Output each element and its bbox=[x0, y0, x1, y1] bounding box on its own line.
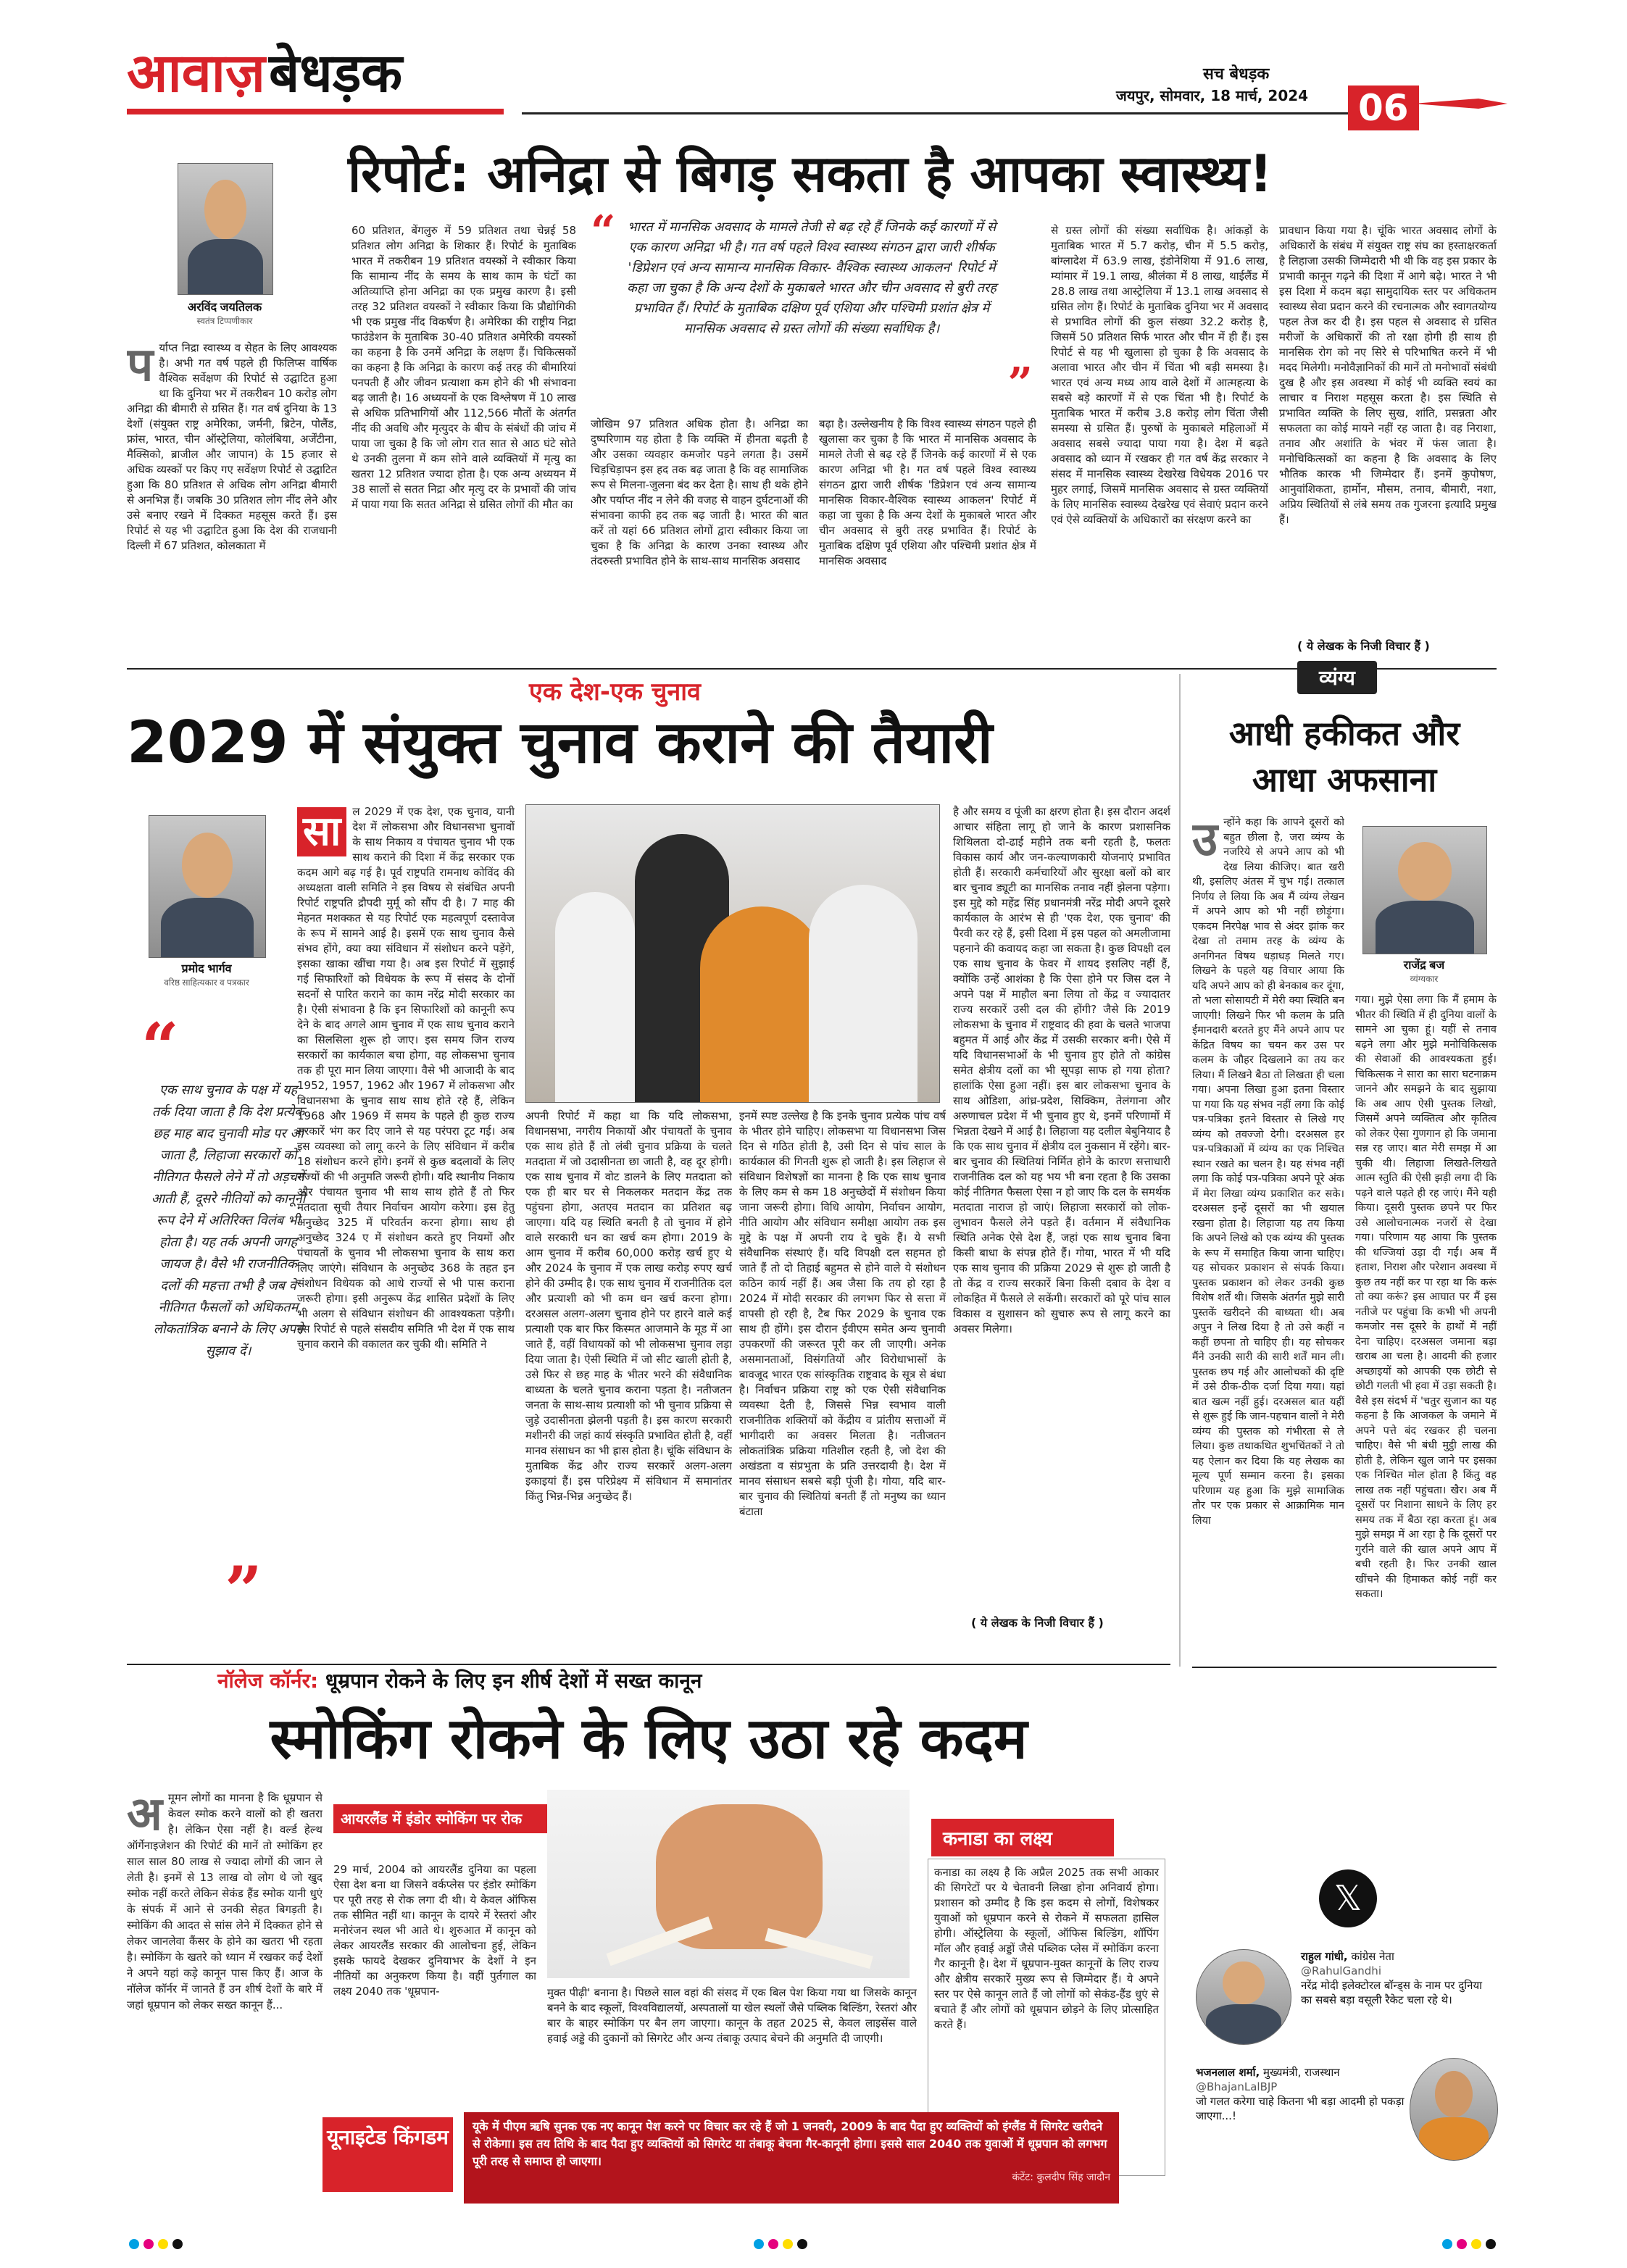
avatar-rahul bbox=[1196, 1949, 1291, 2045]
close-quote-icon: ” bbox=[1007, 359, 1033, 409]
author-name: राजेंद्र बज bbox=[1403, 959, 1445, 972]
smoking-kicker bbox=[217, 1667, 702, 1694]
election-col-3: इनमें स्पष्ट उल्लेख है कि इनके चुनाव प्रत्येक पांच वर्ष के भीतर होने चाहिए। लोकसभा या विधानसभा जिस दिन से गठित होती है, उसी दिन से पांच साल के कार्यकाल की गिनती शुरू हो जाती है। इस लिहाज से संविधान विशेषज्ञों का मानना है कि एक साथ चुनाव के लिए कम से कम 18 अनुच्छेदों में संशोधन किया जाना जरूरी होगा। विधि आयोग, निर्वाचन आयोग, नीति आयोग और संविधान समीक्षा आयोग तक इस मुद्दे के पक्ष में अपनी राय दे चुके हैं। ये सभी संवैधानिक संस्थाएं हैं। यदि विपक्षी दल सहमत हो जाते हैं तो दो तिहाई बहुमत से होने वाले ये संशोधन कठिन कार्य नहीं हैं। अब जैसा कि तय हो रहा है 2024 में मोदी सरकार की लगभग फिर से सत्ता में वापसी हो रही है, टैब फिर 2029 के चुनाव एक साथ ही होंगे। इस दौरान ईवीएम समेत अन्य चुनावी उपकरणों की जरूरत पूरी कर ली जाएगी। अनेक असमानताओं, विसंगतियों और विरोधाभासों के बावजूद भारत एक सांस्कृतिक राष्ट्रवाद के सूत्र से बंधा है। निर्वाचन प्रक्रिया राष्ट्र को एक ऐसी संवैधानिक व्यवस्था देती है, जिससे भिन्न स्वभाव वाली राजनीतिक शक्तियों को केंद्रीय व प्रांतीय सत्ताओं में भागीदारी का अवसर मिलता है। नतीजतन लोकतांत्रिक प्रक्रिया गतिशील रहती है, जो देश की अखंडता व संप्रभुता के प्रति उत्तरदायी है। देश में मानव संसाधन सबसे बड़ी पूंजी है। गोया, यदि बार-बार चुनाव की स्थितियां बनती हैं तो मनुष्य का ध्यान बंटाता bbox=[739, 1109, 946, 1518]
page-number: 06 bbox=[1348, 86, 1419, 130]
smoking-fist-photo bbox=[547, 1790, 910, 1978]
satire-col-1: उ न्होंने कहा कि आपने दूसरों को बहुत छीला है, जरा व्यंग्य के नजरिये से अपने आप को भी देख लिया कीजिए। बात खरी थी, इसलिए अंतस में चुभ गई। तत्काल निर्णय ले लिया कि अब मैं व्यंग्य लेखन में अपने आप को भी नहीं छोड़ूंगा। एकदम निरपेक्ष भाव से अंदर झांक कर देखा तो तमाम तरह के व्यंग्य के अनगिनत विषय धड़ाधड़ मिलते गए। लिखने के पहले यह विचार आया कि यदि अपने आप को ही बेनकाब कर दूंगा, तो भला सोसायटी में मेरी क्या स्थिति बन जाएगी! लिखने फिर भी कलम के प्रति ईमानदारी बरतते हुए मैंने अपने आप पर केंद्रित विषय का चयन कर उस पर कलम के जौहर दिखलाने का तय कर लिया। मैं लिखने बैठा तो लिखता ही चला गया। अपना लिखा हुआ इतना विस्तार पा गया कि यह संभव नहीं लगा कि कोई पत्र-पत्रिका इतने विस्तार से लिखे गए व्यंग्य को तवज्जो देगी। दरअसल हर पत्र-पत्रिकाओं में व्यंग्य का एक निश्चित स्थान रखते का चलन है। यह संभव नहीं लगा कि कोई पत्र-पत्रिका अपने पूरे अंक में मेरा लिखा व्यंग्य प्रकाशित कर सके। दरअसल इन्हें दूसरों का भी खयाल रखना होता है। लिहाजा यह तय किया कि अपने लिखे को एक व्यंग्य की पुस्तक के रूप में समाहित किया जाना चाहिए। यह सोचकर प्रकाशन से संपर्क किया। पुस्तक प्रकाशन को लेकर उनकी कुछ विशेष शर्तें थी। जिसके अंतर्गत मुझे सारी पुस्तकें खरीदने की बाध्यता थी। अब अपुन ने लिख दिया है तो उसे कहीं न कहीं छपना तो चाहिए ही। यह सोचकर मैंने उनकी सारी की सारी शर्तें मान ली। पुस्तक छप गई और आलोचकों की दृष्टि में उसे ठीक-ठीक दर्जा दिया गया। यहां बात खत्म नहीं हुई। दरअसल बात यहीं से शुरू हुई कि जान-पहचान वालों ने मेरी व्यंग्य की पुस्तक को गंभीरता से ले लिया। कुछ तथाकथित शुभचिंतकों ने तो यह ऐलान कर दिया कि यह लेखक का मूल्य पूर्ण सम्मान करना है। इसका परिणाम यह हुआ कि मुझे सामाजिक तौर पर एक प्रकार से आक्रामिक मान लिया bbox=[1192, 815, 1344, 1527]
top-col-4: बढ़ा है। उल्लेखनीय है कि विश्व स्वास्थ्य संगठन पहले ही खुलासा कर चुका है कि भारत में मानसिक अवसाद के मामले तेजी से बढ़ रहे हैं जिनके कई कारणों में से एक कारण अनिद्रा भी है। गत वर्ष पहले विश्व स्वास्थ्य संगठन द्वारा जारी शीर्षक 'डिप्रेशन एवं अन्य सामान्य मानसिक विकार-वैश्विक स्वास्थ्य आकलन' रिपोर्ट में कहा जा चुका है कि अन्य देशों के मुकाबले भारत और चीन अवसाद से बुरी तरह प्रभावित हैं। रिपोर्ट के मुताबिक दक्षिण पूर्व एशिया और पश्चिमी प्रशांत क्षेत्र में मानसिक अवसाद bbox=[819, 417, 1036, 567]
uk-text: यूके में पीएम ऋषि सुनक एक नए कानून पेश करने पर विचार कर रहे हैं जो 1 जनवरी, 2009 के बाद पैदा हुए व्यक्तियों को इंग्लैंड में सिगरेट खरीदने से रोकेगा। इस तय तिथि के बाद पैदा हुए व्यक्तियों को सिगरेट या तंबाकू बेचना गैर-कानूनी होगा। इससे साल 2040 तक युवाओं में धूम्रपान को लगभग पूरी तरह से समाप्त हो जाएगा। bbox=[473, 2119, 1107, 2168]
column-divider-satire bbox=[1179, 674, 1181, 1667]
post-role: कांग्रेस नेता bbox=[1351, 1950, 1394, 1963]
election-col-1: सा ल 2029 में एक देश, एक चुनाव, यानी देश में लोकसभा और विधानसभा चुनावों के साथ निकाय व पंचायत चुनाव भी एक साथ कराने की दिशा में केंद्र सरकार एक कदम आगे बढ़ गई है। पूर्व राष्ट्रपति रामनाथ कोविंद की अध्यक्षता वाली समिति ने इस विषय से संबंधित अपनी रिपोर्ट राष्ट्रपति द्रौपदी मुर्मू को सौंप दी है। 7 माह की मेहनत मशक्कत से यह रिपोर्ट एक महत्वपूर्ण दस्तावेज के रूप में सामने आई है। इसमें एक साथ चुनाव कैसे संभव होंगे, क्या क्या संविधान में संशोधन करने पड़ेंगे, इसका खाका खींचा गया है। अब इस रिपोर्ट में सुझाई गई सिफारिशों को विधेयक के रूप में संसद के दोनों सदनों से पारित कराने का काम नरेंद्र मोदी सरकार का है। ऐसी संभावना है कि इन सिफारिशों को कानूनी रूप देने के बाद अगले आम चुनाव में एक साथ चुनाव कराने का सिलसिला शुरू हो जाए। इस समय जिन राज्य सरकारों का कार्यकाल बचा होगा, वह लोकसभा चुनाव तक ही पूरा मान लिया जाएगा। वैसे भी आजादी के बाद 1952, 1957, 1962 और 1967 में लोकसभा और विधानसभा के चुनाव साथ साथ होते रहे हैं, लेकिन 1968 और 1969 में समय के पहले ही कुछ राज्य सरकारें भंग कर दिए जाने से यह परंपरा टूट गई। अब इस व्यवस्था को लागू करने के लिए संविधान में करीब 18 संशोधन करने होंगे। इनमें से कुछ बदलावों के लिए राज्यों की भी अनुमति जरूरी होगी। यदि स्थानीय निकाय और पंचायत चुनाव भी साथ साथ होते हैं तो फिर मतदाता सूची तैयार निर्वाचन आयोग करेगा। इस हेतु अनुच्छेद 325 में परिवर्तन करना होगा। साथ ही अनुच्छेद 324 ए में संशोधन करते हुए नियमों और पंचायतों के चुनाव भी लोकसभा चुनाव के साथ करा लिए जाएंगे। संविधान के अनुच्छेद 368 के तहत इन संशोधन विधेयक को आधे राज्यों से भी पास कराना जरूरी होगा। इसी अनुरूप केंद्र शासित प्रदेशों के लिए भी अलग से संविधान संशोधन की आवश्यकता पड़ेगी। इस रिपोर्ट से पहले संसदीय समिति भी देश में एक साथ चुनाव कराने की वकालत कर चुकी थी। समिति ने bbox=[297, 805, 515, 1351]
election-footnote: ( ये लेखक के निजी विचार हैं ) bbox=[971, 1616, 1104, 1630]
election-pull-quote bbox=[141, 1009, 306, 1630]
smoking-top-rule bbox=[127, 1664, 1170, 1665]
photo-person bbox=[700, 906, 823, 1102]
author-role: व्यंग्यकार bbox=[1410, 974, 1439, 984]
masthead-underline bbox=[127, 109, 504, 114]
post-text: नरेंद्र मोदी इलेक्टोरल बॉन्ड्स के नाम पर दुनिया का सबसे बड़ा वसूली रैकेट चला रहे थे। bbox=[1301, 1979, 1483, 2006]
registration-dot bbox=[1486, 2239, 1496, 2249]
top-col-1: प र्याप्त निद्रा स्वास्थ्य व सेहत के लिए आवश्यक है। अभी गत वर्ष पहले ही फिलिप्स वार्षिक वैश्विक सर्वेक्षण की रिपोर्ट से उद्घाटित हुआ था कि दुनिया भर में तकरीबन 10 करोड़ लोग अनिद्रा की बीमारी से ग्रसित हैं। गत वर्ष दुनिया के 13 देशों (संयुक्त राष्ट्र अमेरिका, जर्मनी, ब्रिटेन, पोलैंड, फ्रांस, भारत, चीन ऑस्ट्रेलिया, कोलंबिया, अर्जेंटीना, मैक्सिको, ब्राजील और जापान) के 15 हजार से अधिक व्यस्कों पर किए गए सर्वेक्षण रिपोर्ट से उद्घाटित हुआ कि 80 प्रतिशत से अधिक लोग अनिद्रा बीमारी से अनभिज्ञ हैं। जबकि 30 प्रतिशत लोग नींद लेने और उसे बनाए रखने में दिक्कत महसूस करते हैं। इस रिपोर्ट से यह भी उद्घाटित हुआ कि देश की राजधानी दिल्ली में 67 प्रतिशत, कोलकाता में bbox=[127, 341, 337, 552]
x-logo-icon: 𝕏 bbox=[1319, 1869, 1377, 1927]
author-byline-arvind bbox=[156, 299, 294, 327]
social-top-rule bbox=[1192, 1667, 1497, 1668]
photo-person bbox=[809, 885, 917, 1102]
election-pull-quote-text: एक साथ चुनाव के पक्ष में यह तर्क दिया जाता है कि देश प्रत्येक छह माह बाद चुनावी मोड पर आ जाता है, लिहाजा सरकारों को नीतिगत फैसले लेने में तो अड़चनें आती हैं, दूसरे नीतियों को कानूनी रूप देने में अतिरिक्त विलंब भी होता है। यह तर्क अपनी जगह जायज है। वैसे भी राजनीतिक दलों की महत्ता तभी है जब वे नीतिगत फैसलों को अधिकतम लोकतांत्रिक बनाने के लिए अपने सुझाव दें। bbox=[151, 1083, 306, 1359]
registration-dot bbox=[768, 2239, 778, 2249]
top-story-bottom-rule bbox=[127, 668, 1497, 670]
registration-dot bbox=[1457, 2239, 1467, 2249]
smoking-kicker-text: धूम्रपान रोकने के लिए इन शीर्ष देशों में सख्त कानून bbox=[325, 1669, 702, 1693]
smoking-kicker-prefix: नॉलेज कॉर्नर: bbox=[217, 1669, 319, 1693]
masthead-dateline: जयपुर, सोमवार, 18 मार्च, 2024 bbox=[1116, 87, 1309, 104]
masthead-title-part1: आवाज़ bbox=[127, 42, 265, 104]
post-handle: @BhajanLalBJP bbox=[1196, 2080, 1278, 2093]
pen-nib-icon bbox=[1413, 96, 1507, 112]
author-byline-pramod bbox=[134, 960, 279, 988]
author-byline-rajendra bbox=[1355, 956, 1493, 985]
registration-dot bbox=[1471, 2239, 1481, 2249]
top-col-2: 60 प्रतिशत, बेंगलुरु में 59 प्रतिशत तथा चेन्नई 58 प्रतिशत लोग अनिद्रा के शिकार हैं। रिपोर्ट के मुताबिक भारत में तकरीबन 19 प्रतिशत वयस्कों ने स्वीकार किया कि सामान्य नींद के समय के साथ काम के घंटों का अतिव्याप्ति होना अनिद्रा का एक प्रमुख कारण है। इसी तरह 32 प्रतिशत वयस्कों ने स्वीकार किया कि प्रौद्योगिकी भी एक प्रमुख नींद विकर्षण है। अमेरिका की राष्ट्रीय निद्रा फाउंडेशन के मुताबिक 30-40 प्रतिशत अमेरिकी वयस्कों का कहना है कि उनमें अनिद्रा के लक्षण हैं। चिकित्सकों का कहना है कि अनिद्रा के कारण कई तरह की बीमारियां पनपती हैं और जीवन प्रत्याशा कम होने की भी संभावना बढ़ जाती है। 16 अध्ययनों के एक विश्लेषण में 10 लाख से अधिक प्रतिभागियों और 112,566 मौतों के अंतर्गत नींद की अवधि और मृत्युदर के बीच के संबंधों की जांच में पाया जा चुका है कि जो लोग रात सात से आठ घंटे सोते थे उनकी तुलना में कम सोने वाले व्यक्तियों में मृत्यु का खतरा 12 प्रतिशत ज्यादा होता है। एक अन्य अध्ययन में 38 सालों से सतत निद्रा और मृत्यु दर के प्रभावों की जांच में पाया गया कि सतत अनिद्रा से ग्रसित लोगों की मौत का bbox=[351, 224, 576, 511]
top-footnote: ( ये लेखक के निजी विचार हैं ) bbox=[1297, 639, 1430, 653]
masthead-title-part2: बेधड़क bbox=[268, 42, 403, 104]
masthead-rule bbox=[522, 112, 1348, 114]
canada-text: कनाडा का लक्ष्य है कि अप्रैल 2025 तक सभी आकार की सिगरेटों पर ये चेतावनी लिखा होना अनिवार्य होगा। प्रशासन को उम्मीद है कि इस कदम से लोगों, विशेषकर युवाओं को धूम्रपान करने से रोकने में सफलता हासिल होगी। ऑस्ट्रेलिया के स्कूलों, ऑफिस बिल्डिंग, शॉपिंग मॉल और हवाई अड्डों जैसे पब्लिक प्लेस में स्मोकिंग करना गैर कानूनी है। देश में धूम्रपान-मुक्त कानूनों के लिए राज्य और क्षेत्रीय सरकारें मुख्य रूप से जिम्मेदार हैं। ये अपने स्तर पर ऐसे कानून लाते हैं जो लोगों को सेकंड-हैंड धुएं से बचाते हैं और लोगों को धूम्रपान छोड़ने के लिए प्रोत्साहित करते हैं। bbox=[928, 1859, 1165, 2176]
author-photo-pramod bbox=[149, 815, 266, 958]
author-photo-rajendra bbox=[1362, 826, 1487, 954]
election-col-4: है और समय व पूंजी का क्षरण होता है। इस दौरान अदर्श आचार संहिता लागू हो जाने के कारण प्रशासनिक शिथिलता दो-ढाई महीने तक बनी रहती है, फलतः विकास कार्य और जन-कल्याणकारी योजनाएं प्रभावित होती हैं। सरकारी कर्मचारियों और सुरक्षा बलों को बार बार चुनाव ड्यूटी का मानसिक तनाव नहीं झेलना पड़ेगा। इस मुद्दे को महेंद्र सिंह प्रधानमंत्री नरेंद्र मोदी अपने दूसरे कार्यकाल के आरंभ से ही 'एक देश, एक चुनाव' की पैरवी कर रहे हैं, इसी दिशा में इस पहल को अमलीजामा पहनाने की कवायद कहा जा सकता है। कुछ विपक्षी दल एक साथ चुनाव के फेवर में शायद इसलिए नहीं हैं, क्योंकि उन्हें आशंका है कि ऐसा होने पर जिस दल ने अपने पक्ष में माहौल बना लिया तो केंद्र व ज्यादातर राज्य सरकारें उसी दल की होंगी? जैसे कि 2019 लोकसभा के चुनाव में राष्ट्रवाद की हवा के चलते भाजपा बहुमत में आई और केंद्र में उसकी सरकार बनी। ऐसे में यदि विधानसभाओं के भी चुनाव हुए होते तो कांग्रेस समेत क्षेत्रीय दलों का भी सूपड़ा साफ हो गया होता? हालांकि ऐसा हुआ नहीं। इस बार लोकसभा चुनाव के साथ ओडिशा, आंध्र-प्रदेश, सिक्किम, तेलंगाना और अरुणाचल प्रदेश में भी चुनाव हुए थे, इनमें परिणामों में भिन्नता देखने में आई है। लिहाजा यह दलील बेबुनियाद है कि एक साथ चुनाव में क्षेत्रीय दल नुकसान में रहेंगे। बार-बार चुनाव की स्थितियां निर्मित होने के कारण सत्ताधारी राजनीतिक दल को यह भय भी बना रहता है कि उसका कोई नीतिगत फैसला ऐसा न हो जाए कि दल के समर्थक मतदाता नाराज हो जाएं। लिहाजा सरकारों को लोक-लुभावन फैसले लेने पड़ते हैं। वर्तमान में संवैधानिक स्थिति अनेक ऐसे देश हैं, जहां एक साथ चुनाव बिना किसी बाधा के संपन्न होते हैं। गोया, भारत में भी यदि एक साथ चुनाव की प्रक्रिया 2029 से शुरू हो जाती है तो केंद्र व राज्य सरकारें बिना किसी दबाव के देश व लोकहित में फैसले ले सकेंगी। सरकारों को पूरे पांच साल विकास व सुशासन को सुचारु रूप से लागू करने का अवसर मिलेगा। bbox=[953, 805, 1170, 1335]
election-dropcap: सा bbox=[297, 807, 346, 856]
ireland-text: 29 मार्च, 2004 को आयरलैंड दुनिया का पहला ऐसा देश बना था जिसने वर्कप्लेस पर इंडोर स्मोकिंग पर पूरी तरह से रोक लगा दी थी। ये केवल ऑफिस तक सीमित नहीं था। कानून के दायरे में रेस्तरां और मनोरंजन स्थल भी आते थे। शुरुआत में कानून को लेकर आयरलैंड सरकार की आलोचना हुई, लेकिन इसके फायदे देखकर दुनियाभर के देशों ने इन नीतियों का अनुकरण किया है। वहीं पुर्तगाल का लक्ष्य 2040 तक 'धूम्रपान- bbox=[333, 1863, 536, 1998]
post-handle: @RahulGandhi bbox=[1301, 1964, 1381, 1977]
registration-dot bbox=[129, 2239, 139, 2249]
registration-dot bbox=[1442, 2239, 1452, 2249]
satire-dropcap: उ bbox=[1192, 815, 1218, 867]
close-quote-icon: ” bbox=[225, 1552, 262, 1629]
masthead-tagline: सच बेधड़क bbox=[1203, 65, 1270, 83]
election-group-photo bbox=[525, 804, 940, 1103]
top-col-5: से ग्रस्त लोगों की संख्या सर्वाधिक है। आंकड़ों के मुताबिक भारत में 5.7 करोड़, चीन में 5.5 करोड़, बांग्लादेश में 63.9 लाख, इंडोनेशिया में 91.6 लाख, म्यांमार में 19.1 लाख, श्रीलंका में 8 लाख, थाईलैंड में 28.8 लाख तथा आस्ट्रेलिया में 13.1 लाख अवसाद से ग्रसित लोग हैं। रिपोर्ट के मुताबिक दुनिया भर में अवसाद से प्रभावित लोगों की कुल संख्या 32.2 करोड़ है, जिसमें 50 प्रतिशत सिर्फ भारत और चीन में ही हैं। इस रिपोर्ट से यह भी खुलासा हो चुका है कि अवसाद के अलावा भारत और चीन में चिंता भी बड़ी समस्या है। भारत एवं अन्य मध्य आय वाले देशों में आत्महत्या के सबसे बड़े कारणों में से एक चिंता भी है। रिपोर्ट के मुताबिक भारत में करीब 3.8 करोड़ लोग चिंता जैसी समस्या से ग्रसित हैं। पुरुषों के मुकाबले महिलाओं में अवसाद सबसे ज्यादा पाया गया है। देश में बढ़ते अवसाद को ध्यान में रखकर ही गत वर्ष केंद्र सरकार ने संसद में मानसिक स्वास्थ्य देखरेख विधेयक 2016 पर मुहर लगाई, जिसमें मानसिक अवसाद से ग्रस्त व्यक्तियों के लिए मानसिक स्वास्थ्य देखरेख एवं सेवाएं प्रदान करने एवं ऐसे व्यक्तियों के अधिकारों का संरक्षण करने का bbox=[1051, 224, 1268, 526]
post-text: जो गलत करेगा चाहे कितना भी बड़ा आदमी हो पकड़ा जाएगा...! bbox=[1196, 2095, 1405, 2122]
canada-box-title: कनाडा का लक्ष्य bbox=[931, 1819, 1114, 1856]
uk-credit: कंटेंट: कुलदीप सिंह जादौन bbox=[1012, 2172, 1110, 2183]
registration-dot bbox=[797, 2239, 807, 2249]
election-kicker: एक देश-एक चुनाव bbox=[529, 678, 701, 706]
social-post-bhajanlal bbox=[1196, 2065, 1406, 2123]
top-col-3: जोखिम 97 प्रतिशत अधिक होता है। अनिद्रा का दुष्परिणाम यह होता है कि व्यक्ति में हीनता बढ़ती है और उसका व्यवहार कमजोर पड़ने लगता है। उसमें चिड़चिड़ापन इस हद तक बढ़ जाता है कि वह सामाजिक रूप से मिलना-जुलना बंद कर देता है। साथ ही थके होने और पर्याप्त नींद न लेने की वजह से वाहन दुर्घटनाओं की संभावना काफी हद तक बढ़ जाती है। भारत की बात करें तो यहां 66 प्रतिशत लोगों द्वारा स्वीकार किया जा चुका है कि अनिद्रा के कारण उनका स्वास्थ्य और तंदरुस्ती प्रभावित होने के साथ-साथ मानसिक अवसाद bbox=[591, 417, 808, 567]
top-headline: रिपोर्ट: अनिद्रा से बिगड़ सकता है आपका स्वास्थ्य! bbox=[348, 144, 1273, 204]
top-pull-quote bbox=[591, 207, 1033, 409]
open-quote-icon: “ bbox=[591, 207, 616, 257]
avatar-bhajanlal bbox=[1410, 2058, 1498, 2161]
ireland-box-title: आयरलैंड में इंडोर स्मोकिंग पर रोक bbox=[333, 1804, 551, 1833]
open-quote-icon: “ bbox=[141, 1009, 179, 1085]
post-name: भजनलाल शर्मा, bbox=[1196, 2066, 1260, 2079]
registration-dot bbox=[783, 2239, 793, 2249]
registration-dot bbox=[143, 2239, 154, 2249]
masthead-logo bbox=[127, 41, 402, 106]
smoking-middle-text: मुक्त पीढ़ी' बनाना है। पिछले साल वहां की संसद में एक बिल पेश किया गया था जिसके कानून बनने के बाद स्कूलों, विश्वविद्यालयों, अस्पतालों या खेल स्थलों जैसे पब्लिक बिल्डिंग, रेस्तरां और बार के बाहर स्मोकिंग पर बैन लग जाएगा। कानून के तहत 2025 से, केवल लाइसेंस वाले हवाई अड्डे की दुकानों को सिगरेट और अन्य तंबाकू उत्पाद बेचने की अनुमति दी जाएगी। bbox=[547, 1986, 917, 2045]
satire-headline: आधी हकीकत और आधा अफसाना bbox=[1228, 714, 1460, 799]
smoking-headline: स्मोकिंग रोकने के लिए उठा रहे कदम bbox=[270, 1706, 1028, 1772]
post-role: मुख्यमंत्री, राजस्थान bbox=[1262, 2066, 1340, 2079]
social-post-rahul bbox=[1301, 1949, 1497, 2007]
top-dropcap: प bbox=[127, 341, 154, 392]
photo-person bbox=[555, 892, 635, 1102]
registration-dot bbox=[754, 2239, 764, 2249]
author-role: स्वतंत्र टिप्पणीकार bbox=[196, 316, 253, 326]
registration-dot bbox=[172, 2239, 183, 2249]
author-name: अरविंद जयतिलक bbox=[187, 301, 262, 314]
election-headline: 2029 में संयुक्त चुनाव कराने की तैयारी bbox=[127, 709, 993, 776]
election-col-2: अपनी रिपोर्ट में कहा था कि यदि लोकसभा, विधानसभा, नगरीय निकायों और पंचायतों के चुनाव एक साथ होते हैं तो लंबी चुनाव प्रक्रिया के चलते मतदाता में जो उदासीनता छा जाती है, वह दूर होगी। एक साथ चुनाव में वोट डालने के लिए मतदाता को एक ही बार घर से निकलकर मतदान केंद्र तक पहुंचना होगा, अतएव मतदान का प्रतिशत बढ़ जाएगा। यदि यह स्थिति बनती है तो चुनाव में होने वाले सरकारी धन का खर्च कम होगा। 2019 के आम चुनाव में करीब 60,000 करोड़ खर्च हुए थे और 2024 के चुनाव में एक लाख करोड़ रुपए खर्च होने की उम्मीद है। एक साथ चुनाव में राजनीतिक दल और प्रत्याशी को भी कम धन खर्च करना होगा। दरअसल अलग-अलग चुनाव होने पर हारने वाले कई प्रत्याशी एक बार फिर किस्मत आजमाने के मूड में आ जाते हैं, वहीं विधायकों को भी लोकसभा चुनाव लड़ा दिया जाता है। ऐसी स्थिति में जो सीट खाली होती है, उसे फिर से छह माह के भीतर भरने की संवैधानिक बाध्यता के चलते चुनाव कराना पड़ता है। नतीजतन जनता के साथ-साथ प्रत्याशी को भी चुनाव प्रक्रिया से जुड़े उदासीनता झेलनी पड़ती है। इस कारण सरकारी मशीनरी की जहां कार्य संस्कृति प्रभावित होती है, वहीं मानव संसाधन का भी ह्रास होता है। चूंकि संविधान के मुताबिक केंद्र और राज्य सरकारें अलग-अलग इकाइयां हैं। इस परिप्रेक्ष्य में संविधान में समानांतर किंतु भिन्न-भिन्न अनुच्छेद हैं। bbox=[525, 1109, 732, 1503]
top-pull-quote-text: भारत में मानसिक अवसाद के मामले तेजी से बढ़ रहे हैं जिनके कई कारणों में से एक कारण अनिद्रा भी है। गत वर्ष पहले विश्व स्वास्थ्य संगठन द्वारा जारी शीर्षक 'डिप्रेशन एवं अन्य सामान्य मानसिक विकार- वैश्विक स्वास्थ्य आकलन' रिपोर्ट में कहा जा चुका है कि अन्य देशों के मुकाबले भारत और चीन अवसाद से बुरी तरह प्रभावित हैं। रिपोर्ट के मुताबिक दक्षिण पूर्व एशिया और पश्चिमी प्रशांत क्षेत्र में मानसिक अवसाद से ग्रस्त लोगों की संख्या सर्वाधिक है। bbox=[627, 220, 996, 336]
uk-label: यूनाइटेड किंगडम bbox=[323, 2117, 453, 2192]
smoking-dropcap: अ bbox=[127, 1790, 162, 1841]
satire-col-2: गया। मुझे ऐसा लगा कि मैं हमाम के भीतर की स्थिति में ही दुनिया वालों के सामने आ चुका हूं। यहीं से तनाव बढ़ने लगा और मुझे मनोचिकित्सक की सेवाओं की आवश्यकता हुई। चिकित्सक ने सारा का सारा घटनाक्रम जानने और समझने के बाद सुझाया कि अब आप ऐसी पुस्तक लिखो, जिसमें अपने व्यक्तित्व और कृतित्व को लेकर ऐसा गुणगान हो कि जमाना सन्न रह जाए। बात मेरी समझ में आ चुकी थी। लिहाजा लिखते-लिखते आत्म स्तुति की ऐसी झड़ी लगा दी कि पढ़ने वाले पढ़ते ही रह जाएं। मैंने यही किया। दूसरी पुस्तक छपने पर फिर उसे आलोचनात्मक नजरों से देखा गया। परिणाम यह आया कि पुस्तक की धज्जियां उड़ा दी गईं। अब मैं हताश, निराश और परेशान अवस्था में कुछ तय नहीं कर पा रहा था कि करूं तो क्या करूं? इस आघात पर मैं इस नतीजे पर पहुंचा कि कभी भी अपनी कमजोर नस दूसरे के हाथों में नहीं देना चाहिए। दरअसल जमाना बड़ा खराब आ चला है। आदमी की हजार अच्छाइयों को आपकी एक छोटी से छोटी गलती भी हवा में उड़ा सकती है। वैसे इस संदर्भ में 'चतुर सुजान का यह कहना है कि आजकल के जमाने में अपने पत्ते बंद रखकर ही चलना चाहिए। वैसे भी बंधी मुट्ठी लाख की होती है, लेकिन खुल जाने पर इसका एक निश्चित मोल होता है किंतु वह लाख तक नहीं पहुंचता। खैर। अब मैं दूसरों पर निशाना साधने के लिए हर समय तक में बैठा रहा करता हूं। अब मुझे समझ में आ रहा है कि दूसरों पर गुर्राने वाले की खाल अपने आप में बची रहती है। फिर उनकी खाल खींचने की हिमाकत कोई नहीं कर सकता। bbox=[1355, 994, 1497, 1600]
author-name: प्रमोद भार्गव bbox=[181, 963, 232, 975]
author-role: वरिष्ठ साहित्यकार व पत्रकार bbox=[164, 977, 249, 988]
top-col-6: प्रावधान किया गया है। चूंकि भारत अवसाद लोगों के अधिकारों के संबंध में संयुक्त राष्ट्र संघ का हस्ताक्षरकर्ता है लिहाजा उसकी जिम्मेदारी भी थी कि वह इस प्रकार के प्रभावी कानून गढ़ने की दिशा में आगे बढ़े। भारत ने भी इस दिशा में कदम बढ़ा सामुदायिक स्तर पर अधिकतम स्वास्थ्य सेवा प्रदान करने की रचनात्मक और स्वागतयोग्य पहल तेज कर दी है। इस पहल से अवसाद से ग्रसित मरीजों के अधिकारों की तो रक्षा होगी ही साथ ही मानसिक रोग को नए सिरे से परिभाषित करने में भी मदद मिलेगी। मनोवैज्ञानिकों की मानें तो मनोभावों संबंधी दुख है और इस अवस्था में कोई भी व्यक्ति स्वयं का लाचार व निराश महसूस करता है। इस स्थिति से प्रभावित व्यक्ति के लिए सुख, शांति, प्रसन्नता और सफलता का कोई मायने नहीं रह जाता है। वह निराशा, तनाव और अशांति के भंवर में फंस जाता है। मनोचिकित्सकों का कहना है कि अवसाद के लिए भौतिक कारक भी जिम्मेदार हैं। इनमें कुपोषण, आनुवांशिकता, हार्मोन, मौसम, तनाव, बीमारी, नशा, अप्रिय स्थितियों से लंबे समय तक गुजरना इत्यादि प्रमुख हैं। bbox=[1279, 224, 1497, 526]
registration-dot bbox=[158, 2239, 168, 2249]
post-name: राहुल गांधी, bbox=[1301, 1950, 1348, 1963]
uk-box bbox=[464, 2112, 1119, 2204]
author-photo-arvind bbox=[178, 163, 273, 295]
satire-kicker: व्यंग्य bbox=[1297, 661, 1377, 694]
smoking-intro: अ मूमन लोगों का मानना है कि धूम्रपान से केवल स्मोक करने वालों को ही खतरा है। लेकिन ऐसा नहीं है। वर्ल्ड हेल्थ ऑर्गेनाइजेशन की रिपोर्ट की मानें तो स्मोकिंग हर साल साल 80 लाख से ज्यादा लोगों की जान ले लेती है। इनमें से 13 लाख वो लोग थे जो खुद स्मोक नहीं करते लेकिन सेकंड हैंड स्मोक यानी धुएं के संपर्क में आने से उनकी सेहत बिगड़ती है। स्मोकिंग की आदत से सांस लेने में दिक्कत होने से लेकर जानलेवा कैंसर के होने का खतरा भी रहता है। स्मोकिंग के खतरे को ध्यान में रखकर कई देशों ने अपने यहां कड़े कानून पास किए हैं। आज के नॉलेज कॉर्नर में जानते हैं उन शीर्ष देशों के बारे में जहां धूम्रपान को लेकर सख्त कानून हैं... bbox=[127, 1790, 323, 2011]
